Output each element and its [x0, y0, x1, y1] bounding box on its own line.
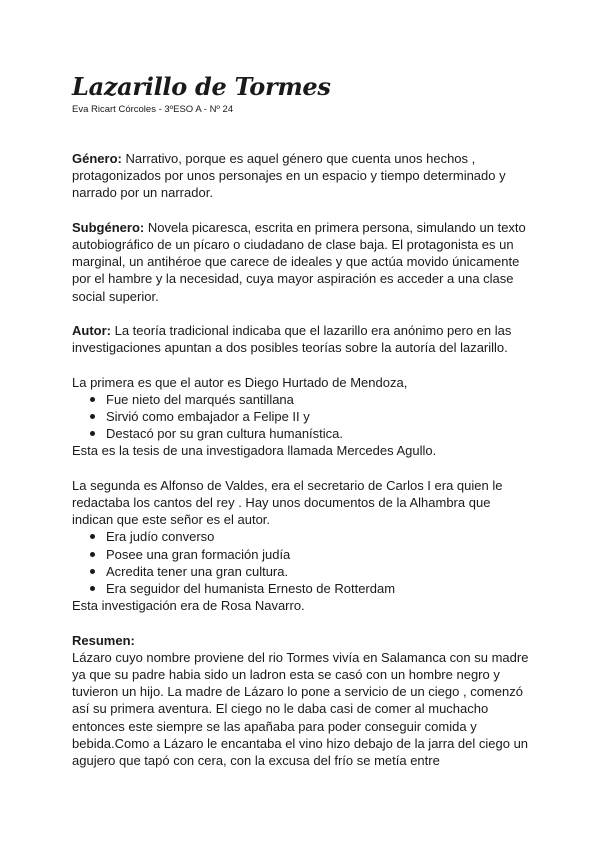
subgenero-label: Subgénero:: [72, 219, 145, 235]
bullet-icon: [90, 569, 95, 574]
list-item: [90, 425, 532, 442]
primera-outro: Esta es la tesis de una investigadora llamada Mercedes Agullo.: [72, 443, 437, 459]
segunda-outro: Esta investigación era de Rosa Navarro.: [72, 598, 305, 614]
primera-list: [72, 391, 532, 443]
autor-paragraph: [72, 322, 532, 356]
autor-text: La teoría tradicional indicaba que el lazarillo era anónimo pero en las investigaciones apuntan a dos posibles teorías sobre la autoría del lazarillo.: [72, 323, 512, 356]
primera-intro: La primera es que el autor es Diego Hurtado de Mendoza,: [72, 374, 408, 390]
document-page: [72, 72, 532, 769]
segunda-intro: La segunda es Alfonso de Valdes, era el secretario de Carlos I era quien le redactaba los cantos del rey . Hay unos documentos de la Alhambra que indican que este señor es el autor.: [72, 477, 503, 528]
genero-label: Género:: [72, 151, 122, 166]
list-item-text: Destacó por su gran cultura humanística.: [106, 426, 344, 442]
document-title: Lazarillo de Tormes: [72, 72, 331, 101]
bullet-icon: [90, 586, 95, 591]
list-item-text: Era seguidor del humanista Ernesto de Rotterdam: [106, 581, 396, 597]
subgenero-text: Novela picaresca, escrita en primera persona, simulando un texto autobiográfico de un pícaro o ciudadano de clase baja. El protagonista es un marginal, un antihéroe que carece de ideales y que actúa movido únicamente por el hambre y la necesidad, cuya mayor aspiración es acceder a una clase social superior.: [72, 219, 526, 304]
list-item: [90, 546, 532, 563]
list-item-text: Era judío converso: [106, 529, 215, 545]
bullet-icon: [90, 534, 95, 539]
subgenero-paragraph: [72, 219, 532, 305]
list-item: [90, 528, 532, 545]
list-item: [90, 408, 532, 425]
autor-label: Autor:: [72, 323, 111, 338]
resumen-text: Lázaro cuyo nombre proviene del rio Tormes vivía en Salamanca con su madre ya que su padre habia sido un ladron esta se casó con un hombre negro y tuvieron un hijo. La madre de Lázaro lo pone a servicio de un ciego , comenzó así su primera aventura. El ciego no le daba casi de comer al muchacho entonces este siempre se las apañaba para poder conseguir comida y bebida.Como a Lázaro le encantaba el vino hizo debajo de la jarra del ciego un agujero que tapó con cera, con la excusa del frío se metía entre: [72, 649, 529, 769]
segunda-list: [72, 528, 532, 597]
list-item: [90, 580, 532, 597]
genero-text: Narrativo, porque es aquel género que cuenta unos hechos , protagonizados por unos personajes en un espacio y tiempo determinado y narrado por un narrador.: [72, 151, 506, 201]
document-subtitle: Eva Ricart Córcoles - 3ºESO A - Nº 24: [72, 104, 234, 115]
resumen-heading: Resumen:: [72, 632, 135, 648]
list-item-text: Fue nieto del marqués santillana: [106, 391, 294, 407]
list-item-text: Acredita tener una gran cultura.: [106, 563, 289, 579]
list-item-text: Posee una gran formación judía: [106, 546, 291, 562]
list-item: [90, 563, 532, 580]
bullet-icon: [90, 552, 95, 557]
bullet-icon: [90, 414, 95, 419]
list-item: [90, 391, 532, 408]
bullet-icon: [90, 431, 95, 436]
genero-paragraph: [72, 150, 532, 202]
list-item-text: Sirvió como embajador a Felipe II y: [106, 409, 310, 424]
bullet-icon: [90, 397, 95, 402]
